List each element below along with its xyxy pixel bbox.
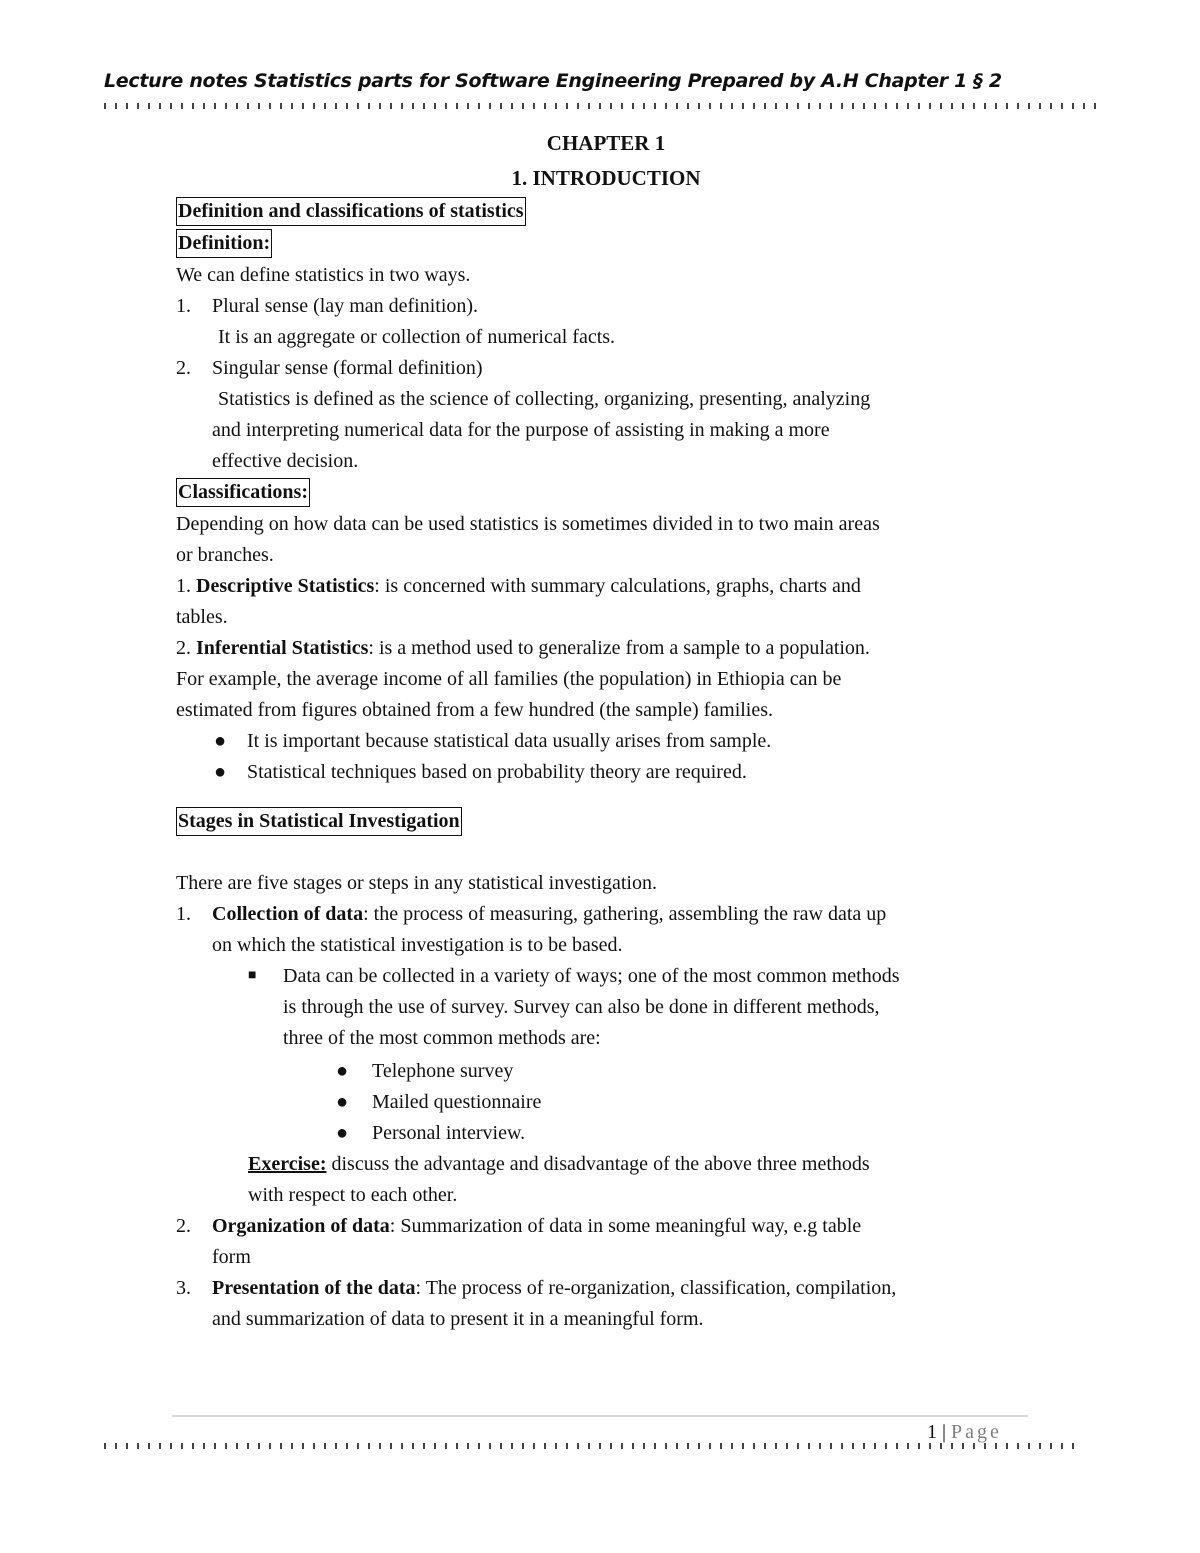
bullet-item (176, 726, 1036, 757)
list-item-body: It is an aggregate or collection of numerical facts. (218, 326, 616, 348)
page-content (176, 128, 1036, 1335)
exercise-cont: with respect to each other. (248, 1184, 458, 1206)
list-item-body-cont: and interpreting numerical data for the purpose of assisting in making a more (212, 419, 830, 441)
section-heading-definition: Definition and classifications of statistics (176, 197, 526, 226)
term: Descriptive Statistics (196, 575, 375, 597)
inferential-statistics-item (176, 633, 1036, 664)
method-text: Mailed questionnaire (372, 1091, 542, 1113)
classifications-intro-cont: or branches. (176, 544, 274, 566)
bullet-text: It is important because statistical data usually arises from sample. (247, 730, 772, 752)
stage-item (176, 899, 1036, 930)
stages-intro: There are five stages or steps in any statistical investigation. (176, 872, 657, 894)
chapter-subtitle: 1. INTRODUCTION (511, 166, 701, 190)
chapter-title: CHAPTER 1 (546, 131, 666, 155)
method-item (176, 1087, 1036, 1118)
square-bullet-cont: is through the use of survey. Survey can also be done in different methods, (283, 996, 880, 1018)
definition-intro: We can define statistics in two ways. (176, 264, 471, 286)
list-item-body-cont: effective decision. (212, 450, 359, 472)
classifications-label: Classifications: (176, 478, 310, 507)
stage-description-cont: on which the statistical investigation is to be based. (212, 934, 623, 956)
footer-rule (172, 1415, 1028, 1417)
stage-description: : the process of measuring, gathering, assembling the raw data up (363, 903, 887, 925)
page-header: Lecture notes Statistics parts for Software Engineering Prepared by A.H Chapter 1 § 2 (104, 70, 1002, 92)
stage-description: : The process of re-organization, classification, compilation, (415, 1277, 897, 1299)
exercise (176, 1149, 1036, 1180)
stage-term: Collection of data (212, 903, 364, 925)
bullet-icon: ● (214, 730, 227, 752)
stage-item (176, 1211, 1036, 1242)
method-item (176, 1056, 1036, 1087)
bullet-item (176, 757, 1036, 788)
list-number: 2. (176, 1215, 191, 1237)
method-text: Personal interview. (372, 1122, 526, 1144)
page-number-value: 1 (927, 1421, 937, 1443)
header-dotted-rule (104, 103, 1100, 109)
item-number: 2. (176, 637, 196, 659)
bullet-icon: ● (336, 1091, 349, 1113)
inferential-statistics-cont: estimated from figures obtained from a few hundred (the sample) families. (176, 699, 774, 721)
square-bullet-cont: three of the most common methods are: (283, 1027, 601, 1049)
page-number (927, 1421, 1002, 1444)
list-item-body: Statistics is defined as the science of collecting, organizing, presenting, analyzing (218, 388, 871, 410)
square-bullet-icon: ■ (248, 968, 257, 983)
inferential-statistics-cont: For example, the average income of all families (the population) in Ethiopia can be (176, 668, 842, 690)
term: Inferential Statistics (196, 637, 369, 659)
classifications-intro: Depending on how data can be used statistics is sometimes divided in to two main areas (176, 513, 880, 535)
stage-description-cont: and summarization of data to present it in a meaningful form. (212, 1308, 704, 1330)
stage-description: : Summarization of data in some meaningful way, e.g table (389, 1215, 862, 1237)
definition-label: Definition: (176, 229, 272, 258)
stage-term: Organization of data (212, 1215, 390, 1237)
square-bullet-item (176, 961, 1036, 992)
page-label: Page (951, 1421, 1002, 1443)
list-item (176, 353, 1036, 384)
section-heading-stages: Stages in Statistical Investigation (176, 807, 462, 836)
bullet-icon: ● (336, 1122, 349, 1144)
term-description: : is concerned with summary calculations, graphs, charts and (374, 575, 861, 597)
list-number: 3. (176, 1277, 191, 1299)
footer-dotted-rule (104, 1443, 1080, 1449)
bullet-icon: ● (336, 1060, 349, 1082)
bullet-text: Data can be collected in a variety of ways; one of the most common methods (283, 965, 900, 987)
list-item (176, 291, 1036, 322)
bullet-text: Statistical techniques based on probability theory are required. (247, 761, 747, 783)
term-description: : is a method used to generalize from a sample to a population. (368, 637, 870, 659)
descriptive-statistics-item (176, 571, 1036, 602)
list-number: 1. (176, 903, 191, 925)
list-item-title: Plural sense (lay man definition). (212, 295, 479, 317)
method-item (176, 1118, 1036, 1149)
item-number: 1. (176, 575, 196, 597)
bullet-icon: ● (214, 761, 227, 783)
descriptive-statistics-cont: tables. (176, 606, 228, 628)
stage-item (176, 1273, 1036, 1304)
list-number: 1. (176, 295, 191, 317)
stage-term: Presentation of the data (212, 1277, 416, 1299)
list-item-title: Singular sense (formal definition) (212, 357, 483, 379)
exercise-text: discuss the advantage and disadvantage of the above three methods (326, 1153, 870, 1175)
page-separator: | (942, 1421, 947, 1443)
method-text: Telephone survey (372, 1060, 514, 1082)
list-number: 2. (176, 357, 191, 379)
exercise-label: Exercise: (248, 1153, 327, 1175)
stage-description-cont: form (212, 1246, 251, 1268)
